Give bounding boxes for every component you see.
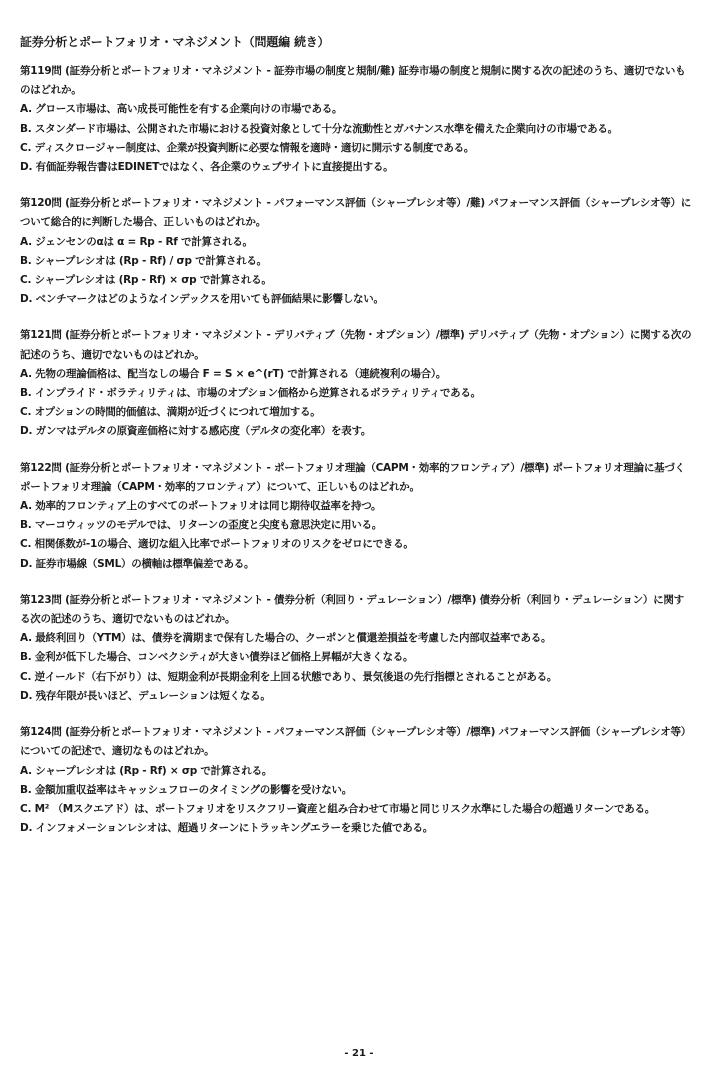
question-stem: 第119問 (証券分析とポートフォリオ・マネジメント - 証券市場の制度と規制/難) 証券市場の制度と規制に関する次の記述のうち、適切でないものはどれか。 [20, 65, 686, 97]
answer-option: D. ガンマはデルタの原資産価格に対する感応度（デルタの変化率）を表す。 [20, 425, 372, 438]
answer-option: D. 証券市場線（SML）の横軸は標準偏差である。 [20, 557, 255, 570]
question-block [20, 459, 692, 574]
question-stem: 第123問 (証券分析とポートフォリオ・マネジメント - 債券分析（利回り・デュレーション）/標準) 債券分析（利回り・デュレーション）に関する次の記述のうち、適切でないものはどれか。 [20, 593, 684, 626]
document-page [20, 34, 692, 855]
answer-option: C. 相関係数が-1の場合、適切な組入比率でポートフォリオのリスクをゼロにできる。 [20, 538, 414, 551]
answer-option: B. スタンダード市場は、公開された市場における投資対象として十分な流動性とガバナンス水準を備えた企業向けの市場である。 [20, 122, 618, 135]
answer-option: B. シャープレシオは (Rp - Rf) / σp で計算される。 [20, 254, 267, 267]
answer-option: D. インフォメーションレシオは、超過リターンにトラッキングエラーを乗じた値である。 [20, 822, 433, 835]
answer-option: A. 効率的フロンティア上のすべてのポートフォリオは同じ期待収益率を持つ。 [20, 500, 382, 513]
question-block [20, 591, 692, 706]
question-stem: 第121問 (証券分析とポートフォリオ・マネジメント - デリバティブ（先物・オプション）/標準) デリバティブ（先物・オプション）に関する次の記述のうち、適切でないものはどれか。 [20, 329, 692, 361]
answer-option: C. M² （Mスクエアド）は、ポートフォリオをリスクフリー資産と組み合わせて市場と同じリスク水準にした場合の超過リターンである。 [20, 802, 656, 815]
answer-option: D. ベンチマークはどのようなインデックスを用いても評価結果に影響しない。 [20, 293, 384, 306]
question-stem: 第124問 (証券分析とポートフォリオ・マネジメント - パフォーマンス評価（シャープレシオ等）/標準) パフォーマンス評価（シャープレシオ等）についての記述で、適切なものはどれか。 [20, 726, 692, 758]
question-block [20, 326, 692, 441]
question-stem: 第122問 (証券分析とポートフォリオ・マネジメント - ポートフォリオ理論（CAPM・効率的フロンティア）/標準) ポートフォリオ理論に基づくポートフォリオ理論（CAPM・効率的フロンティア）について、正しいものはどれか。 [20, 461, 685, 493]
question-stem: 第120問 (証券分析とポートフォリオ・マネジメント - パフォーマンス評価（シャープレシオ等）/難) パフォーマンス評価（シャープレシオ等）について総合的に判断した場合、正しいものはどれか。 [20, 197, 692, 229]
question-block [20, 62, 692, 177]
question-block [20, 723, 692, 838]
answer-option: C. シャープレシオは (Rp - Rf) × σp で計算される。 [20, 274, 272, 287]
answer-option: C. ディスクロージャー制度は、企業が投資判断に必要な情報を適時・適切に開示する制度である。 [20, 141, 475, 154]
answer-option: B. マーコウィッツのモデルでは、リターンの歪度と尖度も意思決定に用いる。 [20, 519, 383, 532]
question-list [20, 62, 692, 838]
answer-option: A. シャープレシオは (Rp - Rf) × σp で計算される。 [20, 764, 273, 777]
answer-option: C. オプションの時間的価値は、満期が近づくにつれて増加する。 [20, 406, 321, 419]
page-number: - 21 - [344, 1048, 374, 1059]
page-title: 証券分析とポートフォリオ・マネジメント（問題編 続き） [20, 35, 330, 49]
answer-option: B. インプライド・ボラティリティは、市場のオプション価格から逆算されるボラティリティである。 [20, 387, 481, 400]
answer-option: A. ジェンセンのαは α = Rp - Rf で計算される。 [20, 235, 253, 248]
question-block [20, 194, 692, 309]
answer-option: A. グロース市場は、高い成長可能性を有する企業向けの市場である。 [20, 103, 343, 116]
answer-option: D. 残存年限が長いほど、デュレーションは短くなる。 [20, 689, 271, 702]
answer-option: A. 最終利回り（YTM）は、債券を満期まで保有した場合の、クーポンと償還差損益を考慮した内部収益率である。 [20, 632, 552, 645]
answer-option: B. 金利が低下した場合、コンベクシティが大きい債券ほど価格上昇幅が大きくなる。 [20, 651, 414, 664]
answer-option: C. 逆イールド（右下がり）は、短期金利が長期金利を上回る状態であり、景気後退の先行指標とされることがある。 [20, 670, 558, 683]
answer-option: A. 先物の理論価格は、配当なしの場合 F = S × e^(rT) で計算される（連続複利の場合）。 [20, 367, 447, 380]
answer-option: B. 金額加重収益率はキャッシュフローのタイミングの影響を受けない。 [20, 783, 353, 796]
answer-option: D. 有価証券報告書はEDINETではなく、各企業のウェブサイトに直接提出する。 [20, 161, 394, 174]
